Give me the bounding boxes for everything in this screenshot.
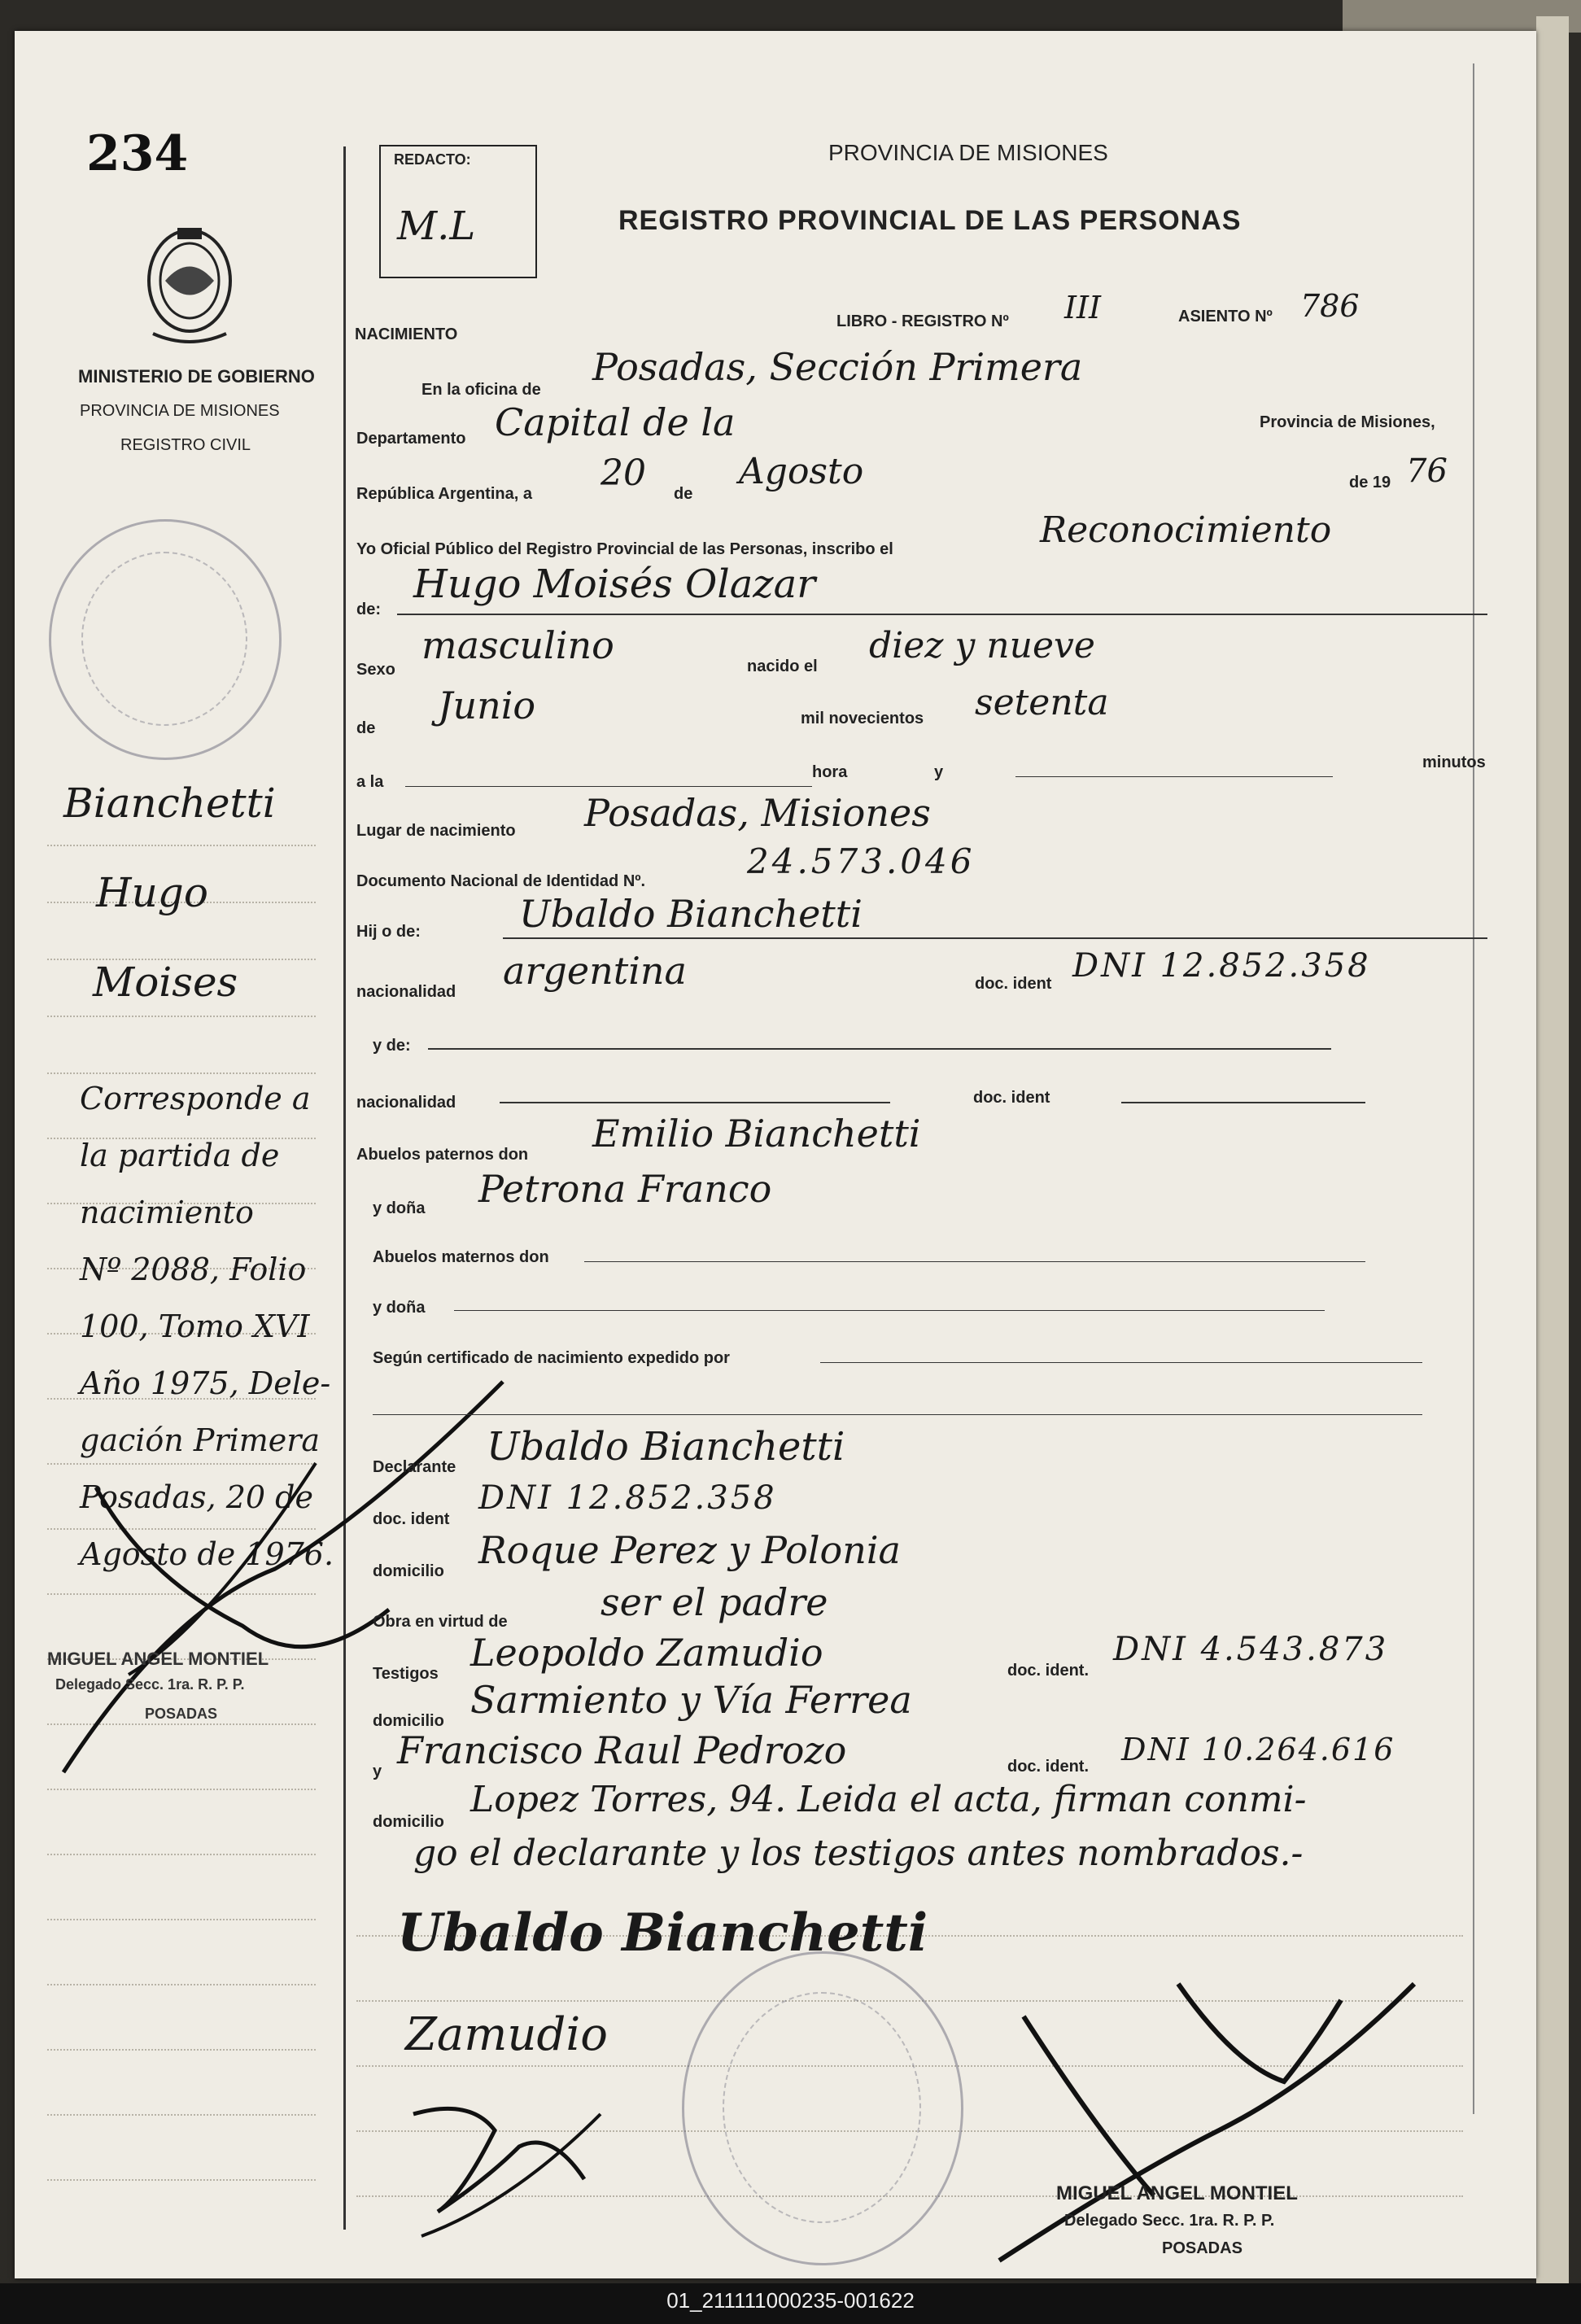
coat-of-arms-icon — [137, 220, 242, 350]
witness-signature-2 — [389, 2082, 633, 2244]
margin-note-line: 100, Tomo XVI — [80, 1308, 310, 1344]
margin-note-line: Corresponde a — [80, 1081, 311, 1116]
abuelos-m-rule — [584, 1261, 1365, 1262]
declarante-label: Declarante — [373, 1458, 456, 1476]
dni-value: 24.573.046 — [747, 841, 976, 881]
ala-label: a la — [356, 773, 384, 791]
domicilio-value: Roque Perez y Polonia — [478, 1528, 901, 1572]
y-label: y — [934, 763, 944, 781]
nac2-label: nacionalidad — [356, 1094, 456, 1112]
redacto-initials: M.L — [397, 203, 476, 249]
nombre-rule — [397, 614, 1487, 615]
domicilio2-value: Sarmiento y Vía Ferrea — [470, 1678, 912, 1722]
docident-value: DNI 12.852.358 — [1072, 947, 1371, 985]
anio-label: de 19 — [1349, 474, 1391, 491]
domicilio-label: domicilio — [373, 1562, 444, 1580]
abuelos-p-label: Abuelos paternos don — [356, 1146, 529, 1164]
hijo-value: Ubaldo Bianchetti — [519, 892, 863, 936]
ruled-line — [47, 2049, 316, 2052]
obra-value: ser el padre — [601, 1580, 828, 1624]
province-label: PROVINCIA DE MISIONES — [80, 402, 280, 420]
page-stack-edge — [1536, 16, 1569, 2287]
official-stamp-title: Delegado Secc. 1ra. R. P. P. — [1064, 2212, 1275, 2230]
dona-value: Petrona Franco — [478, 1167, 772, 1211]
libro-value: III — [1064, 290, 1102, 325]
right-margin-rule — [1473, 63, 1474, 2114]
testigo2-value: Francisco Raul Pedrozo — [397, 1728, 847, 1772]
domicilio3-value: Lopez Torres, 94. Leida el acta, firman conmi- — [470, 1779, 1307, 1820]
asiento-value: 786 — [1300, 288, 1360, 324]
margin-note-line: Año 1975, Dele- — [80, 1365, 331, 1401]
republica-label: República Argentina, a — [356, 485, 532, 503]
margin-note-line: Agosto de 1976. — [80, 1536, 334, 1572]
province-heading: PROVINCIA DE MISIONES — [828, 140, 1108, 165]
hijo-rule — [503, 937, 1487, 939]
nacido-value: diez y nueve — [869, 625, 1095, 666]
left-margin-rule — [343, 146, 346, 2230]
ruled-line — [47, 1072, 316, 1076]
ruled-line — [47, 1919, 316, 1922]
mes-value: Agosto — [739, 451, 864, 492]
obra-label: Obra en virtud de — [373, 1613, 508, 1631]
nac-label: nacionalidad — [356, 983, 456, 1001]
segun-rule-2 — [373, 1414, 1422, 1415]
nac2-rule — [500, 1102, 890, 1103]
ruled-line — [47, 1984, 316, 1987]
ruled-line — [47, 845, 316, 848]
delegate-stamp-name: MIGUEL ANGEL MONTIEL — [47, 1649, 269, 1669]
anio-value: 76 — [1406, 452, 1448, 490]
libro-label: LIBRO - REGISTRO Nº — [836, 312, 1009, 330]
segun-label: Según certificado de nacimiento expedido por — [373, 1349, 730, 1367]
y-rule — [1015, 776, 1333, 777]
de-label: de — [674, 485, 693, 503]
official-seal-inner — [81, 552, 247, 726]
document-code: 01_211111000235-001622 — [666, 2288, 915, 2313]
de3-label: de — [356, 719, 376, 737]
official-seal-inner-2 — [723, 1992, 921, 2223]
inscribo-value: Reconocimiento — [1040, 509, 1332, 551]
declarante-value: Ubaldo Bianchetti — [487, 1424, 845, 1470]
docident2-label: doc. ident — [973, 1089, 1050, 1107]
lugar-label: Lugar de nacimiento — [356, 822, 516, 840]
margin-first-name: Hugo — [96, 869, 208, 916]
abuelos-m-label: Abuelos maternos don — [373, 1248, 549, 1266]
margin-note-line: la partida de — [80, 1138, 280, 1173]
provincia-label: Provincia de Misiones, — [1260, 413, 1435, 431]
registry-page — [15, 31, 1536, 2278]
sexo-label: Sexo — [356, 661, 395, 679]
departamento-value: Capital de la — [495, 400, 736, 444]
registry-label: REGISTRO CIVIL — [120, 436, 251, 454]
redacto-label: REDACTO: — [394, 151, 471, 168]
witness-signature: Zamudio — [405, 2008, 608, 2061]
ydona-label: y doña — [373, 1199, 426, 1217]
declarante-signature: Ubaldo Bianchetti — [397, 1902, 928, 1964]
nombre-value: Hugo Moisés Olazar — [413, 561, 816, 607]
ydona2-label: y doña — [373, 1299, 426, 1317]
ruled-line — [47, 1854, 316, 1857]
sexo-value: masculino — [421, 623, 614, 667]
docident4-label: doc. ident. — [1007, 1662, 1089, 1680]
dni-label: Documento Nacional de Identidad Nº. — [356, 872, 646, 890]
y2-label: y — [373, 1763, 382, 1780]
official-stamp-name: MIGUEL ANGEL MONTIEL — [1056, 2182, 1298, 2204]
hijo-label: Hij o de: — [356, 923, 421, 941]
official-stamp-city: POSADAS — [1162, 2239, 1243, 2257]
testigo1-value: Leopoldo Zamudio — [470, 1631, 823, 1675]
docident3-label: doc. ident — [373, 1510, 450, 1528]
ministry-label: MINISTERIO DE GOBIERNO — [78, 366, 315, 387]
margin-note-line: gación Primera — [80, 1422, 321, 1458]
de2-label: de: — [356, 601, 381, 618]
ala-rule — [405, 786, 812, 787]
page-number: 234 — [86, 125, 189, 182]
margin-second-name: Moises — [93, 959, 238, 1006]
domicilio2-label: domicilio — [373, 1712, 444, 1730]
section-nacimiento: NACIMIENTO — [355, 325, 458, 343]
nacido-label: nacido el — [747, 657, 818, 675]
docident5-value: DNI 10.264.616 — [1121, 1732, 1395, 1767]
nac-value: argentina — [503, 949, 687, 993]
asiento-label: ASIENTO Nº — [1178, 308, 1273, 325]
mes-nac-value: Junio — [438, 684, 536, 727]
docident4-value: DNI 4.543.873 — [1113, 1631, 1389, 1668]
closing-statement: go el declarante y los testigos antes nombrados.- — [413, 1833, 1304, 1874]
segun-rule — [820, 1362, 1422, 1363]
domicilio3-label: domicilio — [373, 1813, 444, 1831]
yde-label: y de: — [373, 1037, 411, 1055]
docident2-rule — [1121, 1102, 1365, 1103]
mil-value: setenta — [975, 682, 1109, 723]
margin-note-line: nacimiento — [80, 1195, 254, 1230]
departamento-label: Departamento — [356, 430, 466, 448]
official-signature — [975, 1968, 1430, 2277]
ruled-line — [47, 2179, 316, 2182]
docident5-label: doc. ident. — [1007, 1758, 1089, 1776]
oficina-label: En la oficina de — [421, 381, 541, 399]
minutos-label: minutos — [1422, 754, 1486, 771]
delegate-stamp-title: Delegado Secc. 1ra. R. P. P. — [55, 1676, 245, 1693]
ruled-line — [47, 1016, 316, 1019]
abuelos-p-value: Emilio Bianchetti — [592, 1112, 921, 1155]
oficina-value: Posadas, Sección Primera — [592, 345, 1083, 389]
dia-value: 20 — [601, 452, 646, 494]
oficial-label: Yo Oficial Público del Registro Provincial de las Personas, inscribo el — [356, 540, 893, 558]
margin-note-line: Nº 2088, Folio — [80, 1252, 307, 1287]
mil-label: mil novecientos — [801, 710, 924, 727]
ruled-line — [47, 2114, 316, 2117]
margin-note-line: Posadas, 20 de — [80, 1479, 313, 1515]
yde-rule — [428, 1048, 1331, 1050]
testigos-label: Testigos — [373, 1665, 439, 1683]
docident3-value: DNI 12.852.358 — [478, 1479, 777, 1517]
registry-title: REGISTRO PROVINCIAL DE LAS PERSONAS — [618, 205, 1242, 236]
hora-label: hora — [812, 763, 848, 781]
docident-label: doc. ident — [975, 975, 1052, 993]
delegate-stamp-city: POSADAS — [145, 1706, 218, 1722]
margin-surname: Bianchetti — [63, 780, 276, 827]
ydona2-rule — [454, 1310, 1325, 1311]
lugar-value: Posadas, Misiones — [584, 791, 931, 835]
